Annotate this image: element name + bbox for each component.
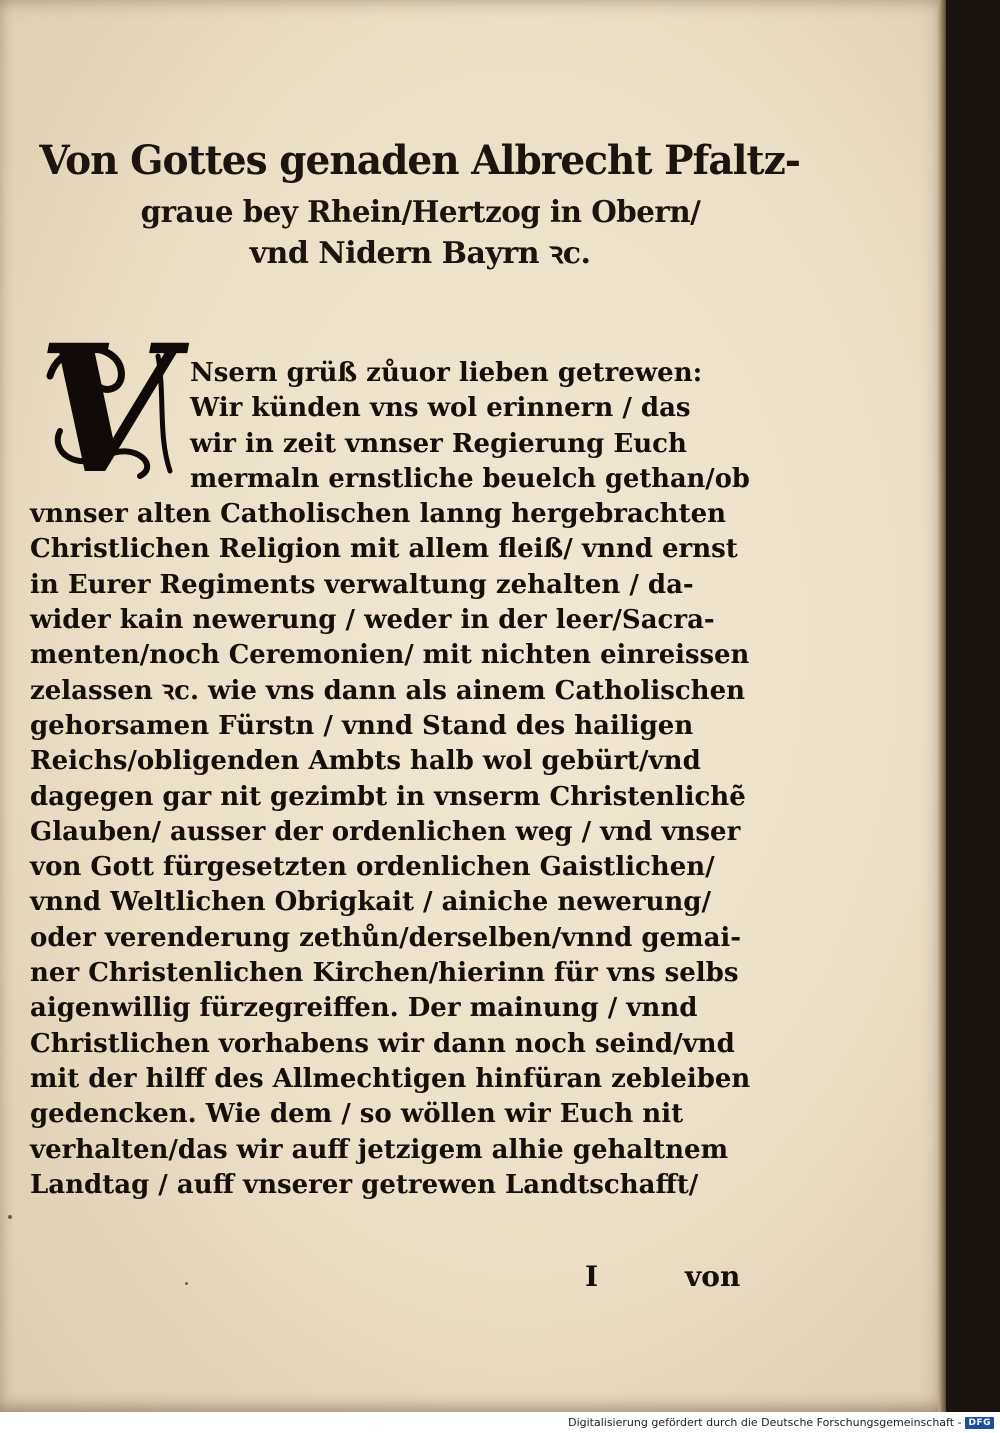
text-line: Christlichen vorhabens wir dann noch seind/vnd bbox=[30, 1028, 735, 1059]
text-line: Wir künden vns wol erinnern / das bbox=[190, 393, 691, 424]
text-line: aigenwillig fürzegreiffen. Der mainung / vnnd bbox=[30, 993, 698, 1024]
text-line: in Eurer Regiments verwaltung zehalten / da- bbox=[30, 569, 694, 600]
text-line: ner Christenlichen Kirchen/hierinn für vns selbs bbox=[30, 958, 739, 989]
text-line: mit der hilff des Allmechtigen hinfüran zebleiben bbox=[30, 1063, 751, 1094]
signature-mark: I bbox=[585, 1260, 599, 1293]
text-line: vnnd Weltlichen Obrigkait / ainiche newerung/ bbox=[30, 887, 711, 918]
text-line: Reichs/obligenden Ambts halb wol gebürt/vnd bbox=[30, 746, 701, 777]
paper-speck bbox=[185, 1282, 188, 1285]
paper-speck bbox=[8, 1215, 12, 1219]
catchword: von bbox=[685, 1260, 741, 1293]
page-heading bbox=[30, 138, 810, 271]
text-line: Landtag / auff vnserer getrewen Landtschafft/ bbox=[30, 1169, 699, 1200]
text-line: oder verenderung zethůn/derselben/vnnd gemai- bbox=[30, 922, 742, 953]
heading-line-2: graue bey Rhein/Hertzog in Obern/ bbox=[140, 195, 700, 230]
decorated-initial: V bbox=[37, 306, 175, 513]
text-line: verhalten/das wir auff jetzigem alhie gehaltnem bbox=[30, 1134, 729, 1165]
footer-bar bbox=[0, 1412, 1000, 1433]
body-text bbox=[30, 356, 750, 1203]
heading-line-3: vnd Nidern Bayrn ꝛc. bbox=[249, 235, 591, 271]
footer-credit: Digitalisierung gefördert durch die Deutsche Forschungsgemeinschaft - bbox=[568, 1416, 962, 1429]
text-line: Nsern grüß zůuor lieben getrewen: bbox=[190, 358, 703, 388]
text-line: mermaln ernstliche beuelch gethan/ob bbox=[190, 463, 750, 494]
text-line: vnnser alten Catholischen lanng hergebrachten bbox=[30, 499, 727, 530]
text-line: menten/noch Ceremonien/ mit nichten einreissen bbox=[30, 640, 750, 671]
dfg-logo[interactable]: DFG bbox=[965, 1417, 994, 1429]
page-edge bbox=[938, 0, 946, 1412]
text-line: dagegen gar nit gezimbt in vnserm Christenlichẽ bbox=[30, 781, 746, 812]
text-line: Christlichen Religion mit allem fleiß/ vnnd ernst bbox=[30, 534, 738, 565]
text-line: gehorsamen Fürstn / vnnd Stand des hailigen bbox=[30, 710, 694, 741]
text-line: Glauben/ ausser der ordenlichen weg / vnd vnser bbox=[30, 816, 741, 847]
page-bottom-line bbox=[30, 1260, 750, 1300]
text-line: zelassen ꝛc. wie vns dann als ainem Catholischen bbox=[30, 675, 746, 706]
text-line: von Gott fürgesetzten ordenlichen Gaistlichen/ bbox=[30, 852, 715, 883]
text-line: gedencken. Wie dem / so wöllen wir Euch nit bbox=[30, 1099, 684, 1130]
text-line: wider kain newerung / weder in der leer/Sacra- bbox=[30, 605, 715, 636]
heading-line-1: Von Gottes genaden Albrecht Pfaltz- bbox=[39, 137, 801, 184]
text-line: wir in zeit vnnser Regierung Euch bbox=[190, 428, 687, 459]
